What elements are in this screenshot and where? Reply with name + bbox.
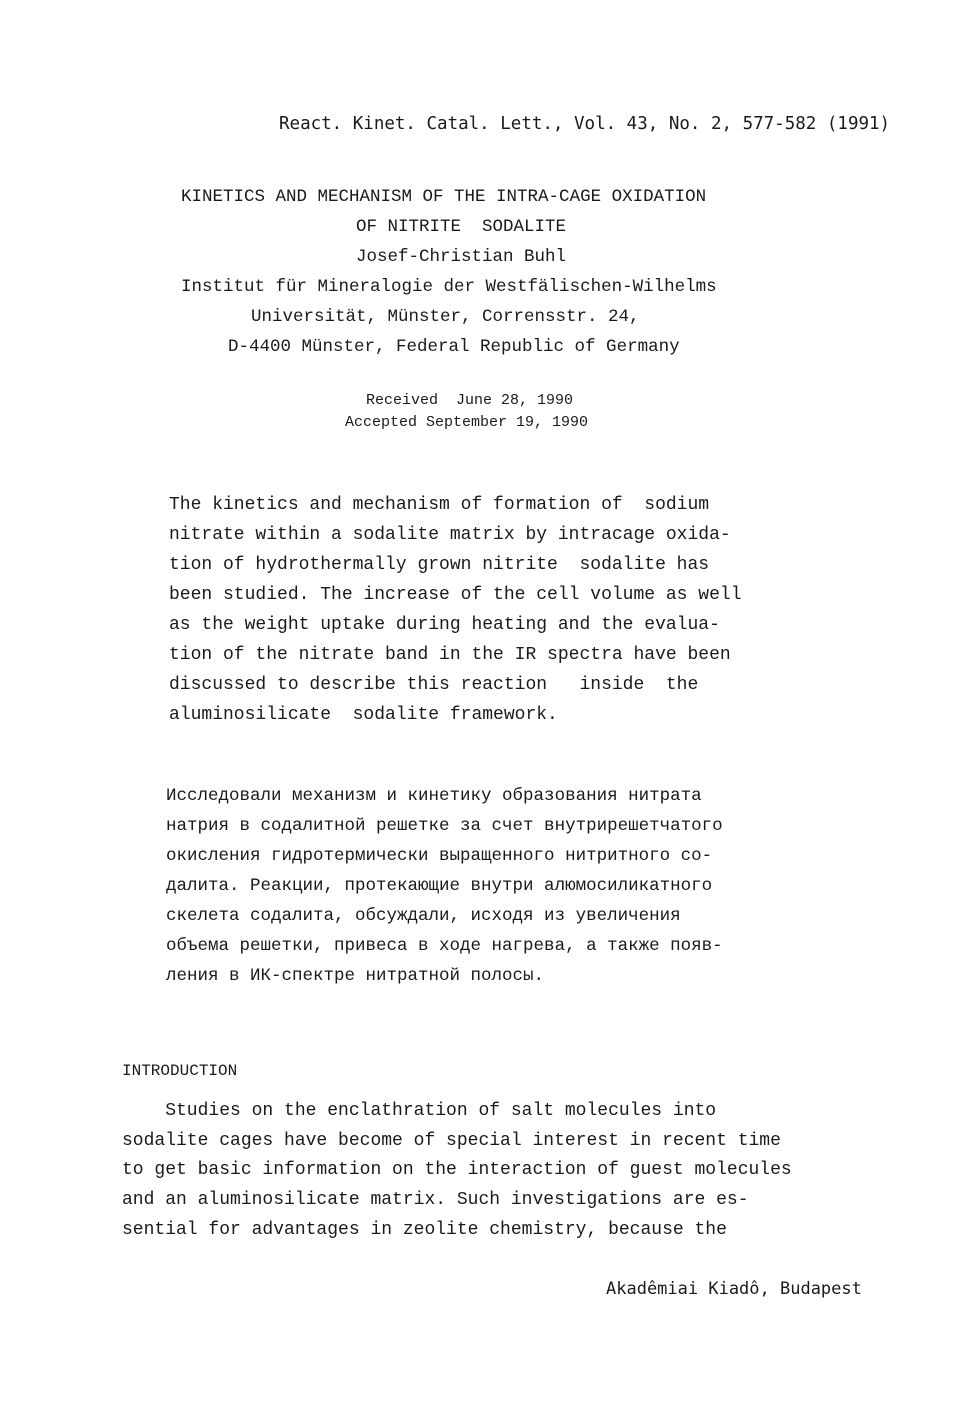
abstract-en-line: nitrate within a sodalite matrix by intracage oxida-	[169, 525, 731, 545]
article-title-line-2: OF NITRITE SODALITE	[356, 217, 567, 237]
intro-line: Studies on the enclathration of salt molecules into	[122, 1101, 717, 1121]
abstract-en-line: aluminosilicate sodalite framework.	[169, 705, 558, 725]
abstract-ru-line: натрия в содалитной решетке за счет внутрирешетчатого	[166, 816, 723, 836]
publisher-footer: Akadêmiai Kiadô, Budapest	[606, 1279, 862, 1299]
affiliation-line-2: Universität, Münster, Corrensstr. 24,	[251, 307, 640, 327]
abstract-ru-line: далита. Реакции, протекающие внутри алюмосиликатного	[166, 876, 713, 896]
abstract-ru-line: окисления гидротермически выращенного нитритного со-	[166, 846, 713, 866]
journal-citation: React. Kinet. Catal. Lett., Vol. 43, No. 2, 577-582 (1991)	[279, 114, 891, 134]
intro-line: sodalite cages have become of special interest in recent time	[122, 1131, 781, 1151]
abstract-ru-line: Исследовали механизм и кинетику образования нитрата	[166, 786, 702, 806]
abstract-en-line: The kinetics and mechanism of formation of sodium	[169, 495, 710, 515]
abstract-en-line: been studied. The increase of the cell volume as well	[169, 585, 742, 605]
intro-line: and an aluminosilicate matrix. Such investigations are es-	[122, 1190, 749, 1210]
abstract-en-line: tion of the nitrate band in the IR spectra have been	[169, 645, 731, 665]
article-title-line-1: KINETICS AND MECHANISM OF THE INTRA-CAGE OXIDATION	[181, 187, 707, 207]
intro-line: to get basic information on the interaction of guest molecules	[122, 1160, 792, 1180]
received-date: Received June 28, 1990	[366, 392, 574, 409]
abstract-en-line: discussed to describe this reaction inside the	[169, 675, 699, 695]
abstract-en-line: tion of hydrothermally grown nitrite sodalite has	[169, 555, 710, 575]
abstract-ru-line: объема решетки, привеса в ходе нагрева, а также появ-	[166, 936, 723, 956]
intro-line: sential for advantages in zeolite chemistry, because the	[122, 1220, 727, 1240]
author-name: Josef-Christian Buhl	[356, 247, 567, 267]
accepted-date: Accepted September 19, 1990	[345, 414, 589, 431]
affiliation-line-1: Institut für Mineralogie der Westfälischen-Wilhelms	[181, 277, 717, 297]
abstract-en-line: as the weight uptake during heating and the evalua-	[169, 615, 720, 635]
affiliation-line-3: D-4400 Münster, Federal Republic of Germany	[228, 337, 680, 357]
abstract-ru-line: скелета содалита, обсуждали, исходя из увеличения	[166, 906, 681, 926]
abstract-ru-line: ления в ИК-спектре нитратной полосы.	[166, 966, 545, 986]
section-heading-introduction: INTRODUCTION	[122, 1062, 238, 1080]
